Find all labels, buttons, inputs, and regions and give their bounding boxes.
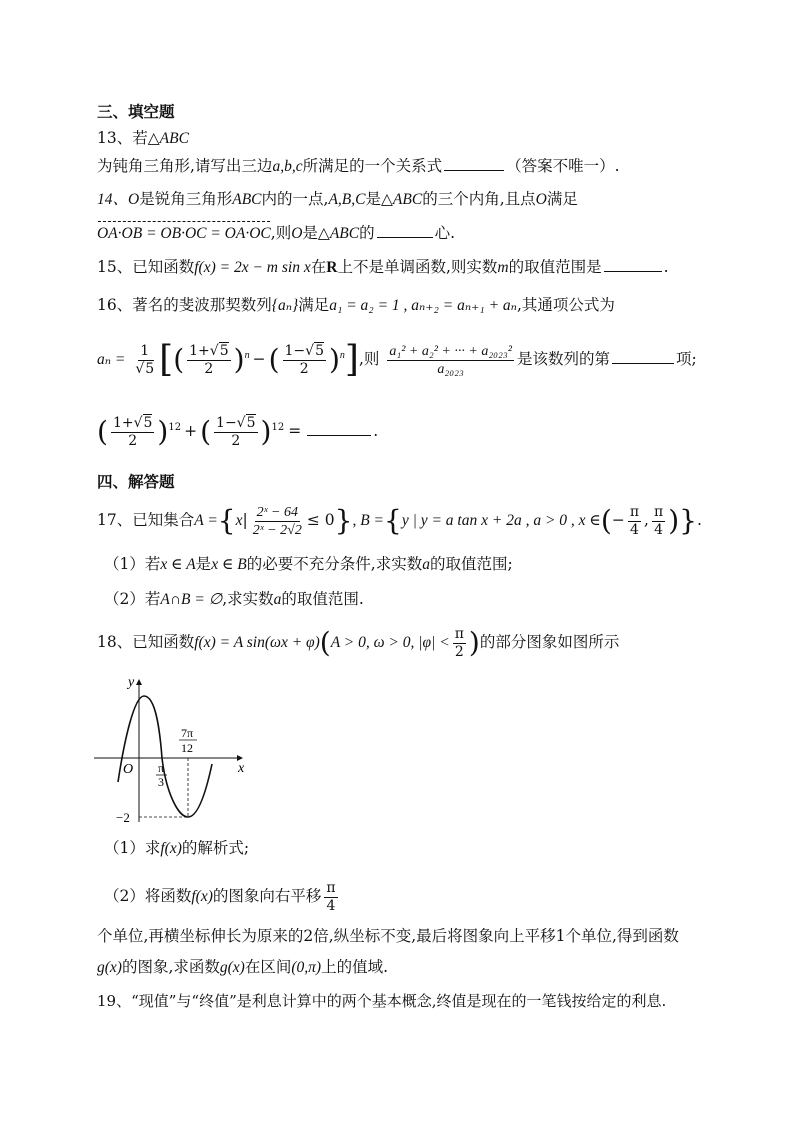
q18-two: 2 xyxy=(454,643,464,660)
q18-condition: A > 0, ω > 0, |φ| < xyxy=(330,634,450,651)
q14-text3: 是 xyxy=(365,190,381,208)
origin-label: O xyxy=(123,762,134,777)
q15-real-set: R xyxy=(326,259,338,276)
q13-line1 xyxy=(97,127,189,150)
q17-sub1expr2: x ∈ B xyxy=(211,556,247,573)
q18-fx1: f(x) xyxy=(160,840,182,857)
q15-text4: 的取值范围是 xyxy=(508,258,602,276)
q15-function: f(x) = 2x − m sin x xyxy=(194,259,311,276)
q14-text1: 是锐角三角形 xyxy=(139,190,233,208)
q17-four1: 4 xyxy=(629,521,639,538)
q17-ineq: ≤ 0 xyxy=(306,511,335,529)
q16-number: 16、 xyxy=(97,296,133,314)
q16-sequence: {aₙ} xyxy=(271,297,299,314)
q16-text4: 是该数列的第 xyxy=(516,350,610,369)
q17-sub1expr: x ∈ A xyxy=(160,556,196,573)
tick-pi3-den: 3 xyxy=(158,775,164,789)
q18-shift-pi: π xyxy=(326,879,336,896)
q18-sub1 xyxy=(104,837,249,860)
q17-sub2a: （2）若 xyxy=(104,590,161,608)
q14-line2 xyxy=(97,222,455,245)
q16-sum-fraction xyxy=(387,343,514,378)
q18-number: 18、 xyxy=(97,633,133,651)
q14-triangle: △ABC xyxy=(381,191,423,208)
q17-sub1 xyxy=(104,553,513,576)
q13-triangle: △ABC xyxy=(147,130,189,147)
q17-sub1c: 的必要不充分条件,求实数 xyxy=(246,555,423,573)
q13-text2: 所满足的一个关系式 xyxy=(302,157,443,175)
q17-sub2expr: A∩B = ∅ xyxy=(160,591,223,608)
q15-line xyxy=(97,256,669,279)
q16-sum-numerator: a₁² + a₂² + ··· + a₂₀₂₃² xyxy=(389,343,512,359)
q19-line: 19、“现值”与“终值”是利息计算中的两个基本概念,终值是现在的一笔钱按给定的利息. xyxy=(97,992,667,1010)
tick-pi3-num: π xyxy=(158,761,165,775)
q16-line1 xyxy=(97,294,615,317)
q17-four2: 4 xyxy=(654,521,664,538)
q15-text2: 在 xyxy=(310,258,327,276)
q15-number: 15、 xyxy=(97,258,133,276)
q18-function: f(x) = A sin(ωx + φ) xyxy=(194,634,320,651)
q18-line4b: 在区间 xyxy=(244,958,292,976)
q18-line4a: 的图象,求函数 xyxy=(121,958,220,976)
q16-tail: . xyxy=(373,422,379,441)
q18-gx2: g(x) xyxy=(219,959,245,976)
q17-set-b: , B = xyxy=(352,512,384,529)
q17-pi2: π xyxy=(653,503,664,520)
q17-frac-num: 2ˣ − 64 xyxy=(256,504,298,520)
tick-7pi12-den: 12 xyxy=(181,741,193,755)
q16-answer-blank-1[interactable] xyxy=(612,348,674,364)
q14-line1 xyxy=(97,188,578,211)
q14-number: 14、 xyxy=(97,191,129,208)
q17-frac-den: 2ˣ − 2√2 xyxy=(252,522,302,538)
q14-answer-blank[interactable] xyxy=(377,222,433,238)
q13-vars: a,b,c xyxy=(272,158,303,175)
q14-text4: 的三个内角,且点 xyxy=(422,190,536,208)
tick-7pi12-num: 7π xyxy=(181,726,194,740)
q16-text1: 著名的斐波那契数列 xyxy=(132,296,272,314)
q18-line1: 18、已知函数f(x) = A sin(ωx + φ)(A > 0, ω > 0, |φ| < $\frac{\pi}{2}$ )的部分图象如图所示 xyxy=(97,625,620,660)
q18-pi: π xyxy=(454,625,464,642)
q14-abc2: A,B,C xyxy=(328,191,366,208)
q17-text1: 已知集合 xyxy=(132,511,195,529)
q16-recurrence: a₁ = a₂ = 1 , aₙ₊₂ = aₙ₊₁ + aₙ xyxy=(329,297,517,314)
q15-tail: . xyxy=(663,258,669,276)
q18-gx1: g(x) xyxy=(97,959,122,976)
q16-text5: 项; xyxy=(676,350,697,369)
q18-sub1a: （1）求 xyxy=(104,839,161,857)
x-axis-label: x xyxy=(238,761,245,776)
q17-sub1d: 的取值范围; xyxy=(429,555,513,573)
min-label: −2 xyxy=(116,810,130,825)
q18-line3: 个单位,再横坐标伸长为原来的2倍,纵坐标不变,最后将图象向上平移1个单位,得到函数 xyxy=(97,927,679,945)
q16-line2: aₙ = $\frac{1}{√5}$ [( $\frac{1+√5}{2}$ )$^n$ − ( $\frac{1-√5}{2}$ )$^n$],则 $\frac{\text{a₁² + a₂² + ··· + a₂₀₂₃²}}{\text{a₂₀₂₃}}$ 是该数列的第 项; xyxy=(97,339,697,381)
q14-triangle2: △ABC xyxy=(317,225,360,242)
q16-coef-fraction: $\frac{1}{√5}$ xyxy=(135,342,155,377)
q18-fx2: f(x) xyxy=(191,888,213,905)
q13-answer-blank[interactable] xyxy=(444,155,504,171)
q17-sub2 xyxy=(104,588,364,611)
q14-text2: 内的一点, xyxy=(261,190,329,208)
q13-head: 若 xyxy=(132,129,148,147)
q18-line4 xyxy=(97,956,388,979)
q17-a2: a xyxy=(273,591,282,608)
q14-text5: 满足 xyxy=(546,190,578,208)
q15-m: m xyxy=(497,259,509,276)
q13-number: 13、 xyxy=(97,129,133,147)
q17-set-b-def: y | y = a tan x + 2a , a > 0 , x ∈ xyxy=(401,512,601,529)
q13-line2 xyxy=(97,155,620,178)
q14-text8: 的 xyxy=(359,224,375,242)
q16-then: ,则 xyxy=(358,350,380,369)
q15-text1: 已知函数 xyxy=(132,258,195,276)
q17-sub1b: 是 xyxy=(195,555,212,573)
q17-pi1: π xyxy=(629,503,640,520)
section-heading-answer: 四、解答题 xyxy=(97,473,175,491)
q18-sub2 xyxy=(104,876,341,916)
q17-sub2c: 的取值范围. xyxy=(281,590,364,608)
q18-text1: 已知函数 xyxy=(132,633,195,651)
q15-text3: 上不是单调函数,则实数 xyxy=(337,258,498,276)
q17-number: 17、 xyxy=(97,511,133,529)
q14-vector-equation: OA·OB = OB·OC = OA·OC xyxy=(97,223,271,245)
q14-text7: 是 xyxy=(302,224,318,242)
q17-line1: 17、已知集合A ={x| $\frac{\text{2ˣ − 64}}{\text{2ˣ − 2√2}}$ ≤ 0}, B ={y | y = a tan x + 2a , a > 0 , x ∈(− $\frac{\pi}{4}$ , $\frac{\pi}{4}$ )}. xyxy=(97,503,702,538)
q18-sub1b: 的解析式; xyxy=(181,839,250,857)
q14-o: O xyxy=(128,191,140,208)
q17-sub2b: ,求实数 xyxy=(222,590,274,608)
q18-shift-four: 4 xyxy=(326,897,336,914)
q14-o3: O xyxy=(291,225,303,242)
q16-text2: 满足 xyxy=(298,296,330,314)
q15-answer-blank[interactable] xyxy=(604,256,662,272)
q16-text3: ,其通项公式为 xyxy=(516,296,615,314)
q16-sum-denominator: a₂₀₂₃ xyxy=(437,361,464,377)
q16-lhs: aₙ = xyxy=(97,351,126,369)
q13-tail: （答案不唯一）. xyxy=(506,157,620,175)
q17-sub1a: （1）若 xyxy=(104,555,161,573)
q18-sub2a: （2）将函数 xyxy=(104,887,192,905)
q14-tail: 心. xyxy=(434,224,456,242)
q18-text2: 的部分图象如图所示 xyxy=(479,633,620,651)
q18-sub2b: 的图象向右平移 xyxy=(212,887,322,905)
q18-interval: (0,π) xyxy=(291,959,322,976)
sine-curve xyxy=(118,696,212,817)
q16-line3: ( $\frac{1+√5}{2}$ )$^{12}$ + ( $\frac{1-√5}{2}$ )$^{12}$ = . xyxy=(97,414,379,449)
section-heading-fill: 三、填空题 xyxy=(97,103,175,121)
q13-text1: 为钝角三角形,请写出三边 xyxy=(97,157,273,175)
q14-text6: ,则 xyxy=(270,224,292,242)
q17-set-a: A = xyxy=(194,512,218,529)
q17-a1: a xyxy=(422,556,430,573)
q18-line4c: 上的值域. xyxy=(321,958,389,976)
q14-o2: O xyxy=(535,191,547,208)
q16-answer-blank-2[interactable] xyxy=(307,420,371,436)
q14-abc: ABC xyxy=(232,191,262,208)
q18-sine-graph xyxy=(92,672,262,832)
y-axis-label: y xyxy=(128,675,135,690)
